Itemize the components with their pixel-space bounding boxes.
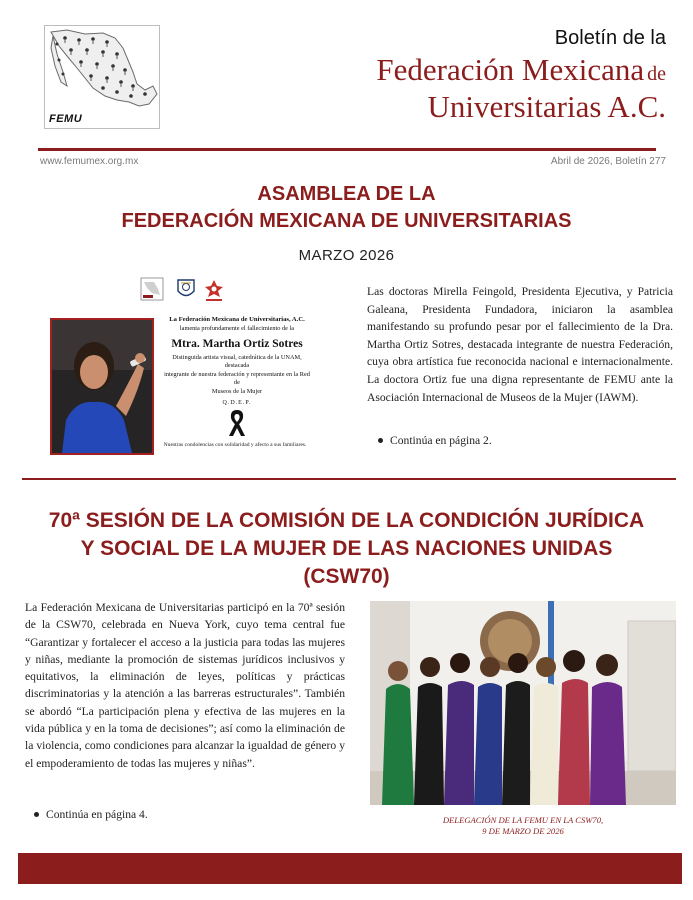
article2-title xyxy=(18,507,675,591)
bullet-icon xyxy=(378,438,383,443)
bullet-icon xyxy=(34,812,39,817)
memorial-lament: lamenta profundamente el fallecimiento de la xyxy=(179,325,295,332)
unam-logo-icon xyxy=(174,277,198,301)
article1-continue-text: Continúa en página 2. xyxy=(390,434,492,447)
bulletin-title-line2 xyxy=(376,52,666,88)
memorial-desc-line2: integrante de nuestra federación y representante en la Red de xyxy=(164,371,310,386)
article2-title-line3: (CSW70) xyxy=(303,565,390,588)
black-ribbon-icon xyxy=(227,408,247,438)
femu-logo-icon xyxy=(140,277,164,301)
memorial-text xyxy=(162,315,312,438)
bulletin-title-main: Federación Mexicana xyxy=(376,52,645,87)
memorial-qdep: Q.D.E.P. xyxy=(222,400,252,406)
femu-logo xyxy=(44,25,160,129)
memorial-desc-line3: Museos de la Mujer xyxy=(211,388,263,395)
article2-title-line2: Y SOCIAL DE LA MUJER DE LAS NACIONES UNIDAS xyxy=(80,537,613,560)
bulletin-title-line3: Universitarias A.C. xyxy=(427,89,666,124)
article1-date: MARZO 2026 xyxy=(298,247,395,264)
article1-title xyxy=(40,181,653,235)
article2-continue[interactable] xyxy=(34,806,148,824)
memorial-name: Mtra. Martha Ortiz Sotres xyxy=(171,338,303,350)
memorial-org: La Federación Mexicana de Universitarias, A.C. xyxy=(169,316,305,323)
article1-title-line2: FEDERACIÓN MEXICANA DE UNIVERSITARIAS xyxy=(121,210,572,232)
article2-continue-text: Continúa en página 4. xyxy=(46,808,148,821)
bulletin-title-de: de xyxy=(647,63,666,85)
memorial-portrait xyxy=(50,318,154,455)
article1-title-line1: ASAMBLEA DE LA xyxy=(257,183,436,205)
header-divider xyxy=(38,148,656,151)
article1-body: Las doctoras Mirella Feingold, Presidenta Ejecutiva, y Patricia Galeana, Presidenta Fundadora, iniciaron la asamblea manifestando su profundo pesar por el fallecimiento de la Dra. Martha Ortiz Sotres, destacada integrante de nuestra Federación, cuya obra artística fue reconocida nacional e internacionalmente. La doctora Ortiz fue una digna representante de FEMU ante la Asociación Internacional de Museos de la Mujer (IAWM). xyxy=(367,285,673,404)
museum-logo-icon xyxy=(202,277,226,303)
femu-logo-label: FEMU xyxy=(49,113,83,125)
footer-bar xyxy=(18,853,682,884)
issue-date: Abril de 2026, Boletín 277 xyxy=(550,156,666,167)
delegation-photo xyxy=(370,601,676,805)
article2-body: La Federación Mexicana de Universitarias participó en la 70ª sesión de la CSW70, celebrada en Nueva York, cuyo tema central fue “Garantizar y fortalecer el acceso a la justicia para todas las mujeres y niñas, mediante la promoción de sistemas jurídicos inclusivos y equitativos, la eliminación de leyes, políticas y prácticas discriminatorias y la atención a las barreras estructurales”. También se abordó “La participación plena y efectiva de las mujeres en la vida pública y en la toma de decisiones”; así como la eliminación de la violencia, como condiciones para alcanzar la igualdad de género y el empoderamiento de todas las mujeres y niñas”. xyxy=(25,601,345,770)
article1-continue[interactable] xyxy=(378,432,492,450)
section-divider xyxy=(22,478,676,480)
article2-title-line1: 70ª SESIÓN DE LA COMISIÓN DE LA CONDICIÓN JURÍDICA xyxy=(48,509,645,532)
memorial-condolences: Nuestras condolencias con solidaridad y afecto a sus familiares. xyxy=(163,442,307,448)
photo-caption-line2: 9 DE MARZO DE 2026 xyxy=(482,826,564,836)
memorial-card xyxy=(50,315,314,455)
memorial-desc-line1: Distinguida artista visual, catedrática de la UNAM, destacada xyxy=(172,354,302,369)
bulletin-title-line1: Boletín de la xyxy=(554,27,666,49)
photo-caption xyxy=(370,815,676,837)
website-link[interactable]: www.femumex.org.mx xyxy=(40,156,139,167)
photo-caption-line1: DELEGACIÓN DE LA FEMU EN LA CSW70, xyxy=(442,815,604,825)
